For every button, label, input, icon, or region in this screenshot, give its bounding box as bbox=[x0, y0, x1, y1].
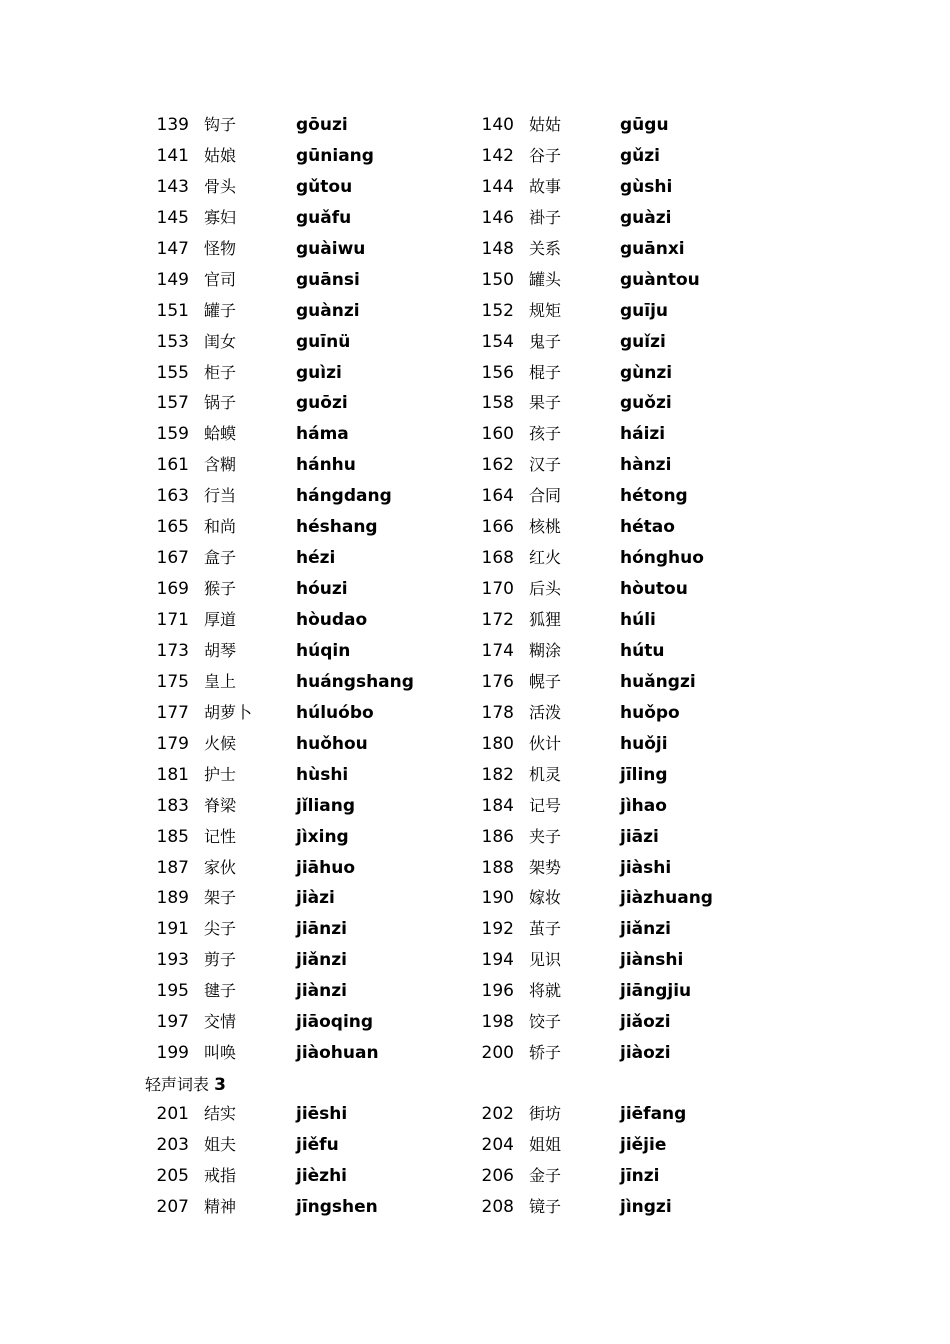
entry-number: 157 bbox=[156, 393, 189, 414]
entry-word: 交情 bbox=[204, 1012, 237, 1032]
entry-number: 201 bbox=[156, 1104, 189, 1124]
entry-number: 184 bbox=[481, 795, 514, 816]
entry-pinyin: jiàzi bbox=[296, 888, 335, 909]
table-row bbox=[0, 388, 950, 419]
entry-pinyin: huángshang bbox=[296, 671, 414, 692]
entry-word: 蛤蟆 bbox=[204, 424, 237, 444]
entry-number: 204 bbox=[481, 1134, 514, 1155]
entry-pinyin: guǒzi bbox=[620, 393, 672, 414]
entry-word: 行当 bbox=[204, 486, 237, 506]
entry-pinyin: jiēfang bbox=[620, 1104, 687, 1124]
entry-word: 轿子 bbox=[529, 1043, 562, 1063]
entry-pinyin: jiāoqing bbox=[296, 1012, 374, 1033]
entry-word: 孩子 bbox=[529, 424, 562, 444]
table-row bbox=[0, 883, 950, 914]
entry-number: 149 bbox=[156, 269, 189, 290]
entry-number: 145 bbox=[156, 207, 189, 228]
entry-pinyin: hóuzi bbox=[296, 579, 348, 600]
entry-word: 故事 bbox=[529, 176, 562, 196]
entry-number: 176 bbox=[481, 671, 514, 692]
entry-word: 寡妇 bbox=[204, 207, 237, 227]
entry-pinyin: huǒpo bbox=[620, 702, 680, 723]
entry-pinyin: húli bbox=[620, 610, 656, 630]
entry-word: 胡萝卜 bbox=[204, 702, 253, 722]
entry-word: 姑娘 bbox=[204, 145, 237, 165]
table-row bbox=[0, 822, 950, 853]
table-row bbox=[0, 760, 950, 791]
entry-pinyin: jiāngjiu bbox=[620, 981, 692, 1002]
entry-number: 195 bbox=[156, 981, 189, 1002]
entry-number: 191 bbox=[156, 919, 189, 940]
entry-number: 168 bbox=[481, 548, 514, 569]
section-heading-number: 3 bbox=[214, 1075, 226, 1095]
entry-word: 火候 bbox=[204, 733, 237, 753]
entry-word: 脊梁 bbox=[204, 795, 237, 815]
entry-number: 167 bbox=[156, 548, 189, 569]
entry-word: 叫唤 bbox=[204, 1043, 237, 1063]
entry-word: 核桃 bbox=[529, 517, 562, 537]
table-row bbox=[0, 110, 950, 141]
entry-pinyin: hànzi bbox=[620, 455, 672, 476]
entry-pinyin: guānxi bbox=[620, 238, 685, 259]
entry-word: 机灵 bbox=[529, 764, 562, 784]
section-heading bbox=[145, 1071, 226, 1099]
entry-number: 148 bbox=[481, 238, 514, 259]
entry-pinyin: háizi bbox=[620, 424, 666, 445]
entry-pinyin: héshang bbox=[296, 517, 378, 538]
entry-pinyin: jiānzi bbox=[296, 919, 347, 940]
entry-word: 盒子 bbox=[204, 548, 237, 568]
entry-number: 173 bbox=[156, 640, 189, 661]
entry-word: 规矩 bbox=[529, 300, 562, 320]
entry-pinyin: jiāzi bbox=[620, 826, 659, 847]
entry-pinyin: gūgu bbox=[620, 115, 669, 135]
entry-word: 锅子 bbox=[204, 393, 237, 413]
entry-pinyin: guàntou bbox=[620, 269, 700, 290]
table-row bbox=[0, 1007, 950, 1038]
entry-word: 关系 bbox=[529, 238, 562, 258]
table-row bbox=[0, 358, 950, 389]
entry-number: 166 bbox=[481, 517, 514, 538]
entry-word: 怪物 bbox=[204, 238, 237, 258]
entry-pinyin: jǐliang bbox=[296, 795, 356, 816]
table-row bbox=[0, 605, 950, 636]
entry-number: 169 bbox=[156, 579, 189, 600]
entry-pinyin: hónghuo bbox=[620, 548, 704, 569]
vocab-table-part-3 bbox=[0, 1099, 950, 1223]
entry-pinyin: jiēshi bbox=[296, 1104, 348, 1124]
entry-number: 181 bbox=[156, 764, 189, 785]
entry-word: 镜子 bbox=[529, 1196, 562, 1216]
entry-pinyin: jiàozi bbox=[620, 1043, 671, 1064]
table-row bbox=[0, 419, 950, 450]
table-row bbox=[0, 327, 950, 358]
entry-number: 165 bbox=[156, 517, 189, 538]
table-row bbox=[0, 512, 950, 543]
entry-pinyin: huǒji bbox=[620, 733, 668, 754]
entry-word: 记性 bbox=[204, 826, 237, 846]
entry-pinyin: jièzhi bbox=[296, 1165, 348, 1186]
entry-pinyin: jìhao bbox=[620, 795, 667, 816]
entry-pinyin: guǎfu bbox=[296, 207, 352, 228]
entry-word: 精神 bbox=[204, 1196, 237, 1216]
entry-pinyin: jiǎnzi bbox=[620, 919, 671, 940]
entry-pinyin: jiějie bbox=[620, 1134, 667, 1155]
entry-word: 谷子 bbox=[529, 145, 562, 165]
entry-number: 179 bbox=[156, 733, 189, 754]
entry-word: 街坊 bbox=[529, 1104, 562, 1123]
entry-number: 187 bbox=[156, 857, 189, 878]
entry-pinyin: guàiwu bbox=[296, 238, 366, 259]
entry-word: 将就 bbox=[529, 981, 562, 1001]
entry-number: 188 bbox=[481, 857, 514, 878]
entry-number: 203 bbox=[156, 1134, 189, 1155]
entry-pinyin: jiàzhuang bbox=[620, 888, 713, 909]
entry-number: 141 bbox=[156, 145, 189, 166]
entry-pinyin: guǐzi bbox=[620, 331, 666, 352]
entry-pinyin: gūniang bbox=[296, 145, 374, 166]
entry-pinyin: hòutou bbox=[620, 579, 688, 600]
entry-number: 155 bbox=[156, 362, 189, 383]
entry-number: 146 bbox=[481, 207, 514, 228]
entry-pinyin: háma bbox=[296, 424, 349, 445]
entry-pinyin: jìxing bbox=[296, 826, 349, 847]
table-row bbox=[0, 203, 950, 234]
entry-number: 139 bbox=[156, 115, 189, 135]
table-row bbox=[0, 574, 950, 605]
entry-pinyin: jiàshi bbox=[620, 857, 672, 878]
entry-word: 褂子 bbox=[529, 207, 562, 227]
entry-pinyin: gùnzi bbox=[620, 362, 673, 383]
entry-pinyin: hánhu bbox=[296, 455, 356, 476]
entry-word: 护士 bbox=[204, 764, 237, 784]
entry-word: 活泼 bbox=[529, 702, 562, 722]
entry-number: 183 bbox=[156, 795, 189, 816]
entry-word: 含糊 bbox=[204, 455, 237, 475]
table-row bbox=[0, 141, 950, 172]
entry-number: 206 bbox=[481, 1165, 514, 1186]
entry-word: 骨头 bbox=[204, 176, 237, 196]
entry-word: 嫁妆 bbox=[529, 888, 562, 908]
entry-number: 171 bbox=[156, 610, 189, 630]
entry-number: 182 bbox=[481, 764, 514, 785]
entry-pinyin: jiāhuo bbox=[296, 857, 356, 878]
entry-pinyin: guànzi bbox=[296, 300, 360, 321]
table-row bbox=[0, 1192, 950, 1223]
table-row bbox=[0, 914, 950, 945]
entry-word: 姐夫 bbox=[204, 1134, 237, 1154]
entry-pinyin: gùshi bbox=[620, 176, 673, 197]
entry-number: 202 bbox=[481, 1104, 514, 1124]
entry-word: 架子 bbox=[204, 888, 237, 908]
entry-number: 180 bbox=[481, 733, 514, 754]
entry-pinyin: jīngshen bbox=[296, 1196, 378, 1217]
entry-number: 158 bbox=[481, 393, 514, 414]
entry-number: 152 bbox=[481, 300, 514, 321]
entry-number: 196 bbox=[481, 981, 514, 1002]
table-row bbox=[0, 172, 950, 203]
table-row bbox=[0, 667, 950, 698]
table-row bbox=[0, 481, 950, 512]
entry-number: 156 bbox=[481, 362, 514, 383]
entry-number: 161 bbox=[156, 455, 189, 476]
entry-word: 猴子 bbox=[204, 579, 237, 599]
entry-number: 172 bbox=[481, 610, 514, 630]
entry-pinyin: guōzi bbox=[296, 393, 348, 414]
entry-pinyin: jīnzi bbox=[620, 1165, 660, 1186]
entry-word: 架势 bbox=[529, 857, 562, 877]
entry-pinyin: gōuzi bbox=[296, 115, 348, 135]
entry-word: 见识 bbox=[529, 950, 562, 970]
entry-pinyin: huǎngzi bbox=[620, 671, 696, 692]
entry-number: 193 bbox=[156, 950, 189, 971]
entry-number: 197 bbox=[156, 1012, 189, 1033]
table-row bbox=[0, 853, 950, 884]
entry-word: 棍子 bbox=[529, 362, 562, 382]
entry-number: 160 bbox=[481, 424, 514, 445]
table-row bbox=[0, 698, 950, 729]
table-row bbox=[0, 791, 950, 822]
entry-number: 142 bbox=[481, 145, 514, 166]
entry-word: 红火 bbox=[529, 548, 562, 568]
entry-number: 175 bbox=[156, 671, 189, 692]
table-row bbox=[0, 636, 950, 667]
entry-word: 皇上 bbox=[204, 671, 237, 691]
entry-number: 164 bbox=[481, 486, 514, 507]
entry-pinyin: hùshi bbox=[296, 764, 349, 785]
entry-word: 夹子 bbox=[529, 826, 562, 846]
entry-word: 钩子 bbox=[204, 115, 237, 134]
entry-word: 毽子 bbox=[204, 981, 237, 1001]
table-row bbox=[0, 265, 950, 296]
entry-number: 174 bbox=[481, 640, 514, 661]
entry-pinyin: guānsi bbox=[296, 269, 360, 290]
entry-word: 合同 bbox=[529, 486, 562, 506]
table-row bbox=[0, 234, 950, 265]
vocab-table-part-2 bbox=[0, 110, 950, 1069]
entry-pinyin: guīju bbox=[620, 300, 669, 321]
entry-number: 159 bbox=[156, 424, 189, 445]
entry-number: 162 bbox=[481, 455, 514, 476]
entry-number: 207 bbox=[156, 1196, 189, 1217]
entry-number: 200 bbox=[481, 1043, 514, 1064]
entry-number: 147 bbox=[156, 238, 189, 259]
entry-word: 汉子 bbox=[529, 455, 562, 475]
entry-number: 194 bbox=[481, 950, 514, 971]
entry-word: 饺子 bbox=[529, 1012, 562, 1032]
entry-word: 记号 bbox=[529, 795, 562, 815]
entry-pinyin: húluóbo bbox=[296, 702, 374, 723]
entry-number: 170 bbox=[481, 579, 514, 600]
entry-pinyin: jìngzi bbox=[620, 1196, 672, 1217]
entry-number: 198 bbox=[481, 1012, 514, 1033]
entry-word: 闺女 bbox=[204, 331, 237, 351]
entry-number: 185 bbox=[156, 826, 189, 847]
entry-word: 姑姑 bbox=[529, 115, 562, 134]
entry-number: 150 bbox=[481, 269, 514, 290]
entry-pinyin: guàzi bbox=[620, 207, 672, 228]
entry-number: 192 bbox=[481, 919, 514, 940]
entry-pinyin: guīnü bbox=[296, 331, 351, 352]
entry-number: 151 bbox=[156, 300, 189, 321]
entry-word: 姐姐 bbox=[529, 1134, 562, 1154]
entry-number: 163 bbox=[156, 486, 189, 507]
entry-number: 189 bbox=[156, 888, 189, 909]
entry-number: 178 bbox=[481, 702, 514, 723]
entry-number: 199 bbox=[156, 1043, 189, 1064]
entry-number: 208 bbox=[481, 1196, 514, 1217]
entry-word: 金子 bbox=[529, 1165, 562, 1185]
table-row bbox=[0, 1130, 950, 1161]
entry-word: 家伙 bbox=[204, 857, 237, 877]
table-row bbox=[0, 729, 950, 760]
entry-word: 官司 bbox=[204, 269, 237, 289]
entry-number: 153 bbox=[156, 331, 189, 352]
entry-number: 143 bbox=[156, 176, 189, 197]
table-row bbox=[0, 296, 950, 327]
table-row bbox=[0, 1161, 950, 1192]
entry-pinyin: jiěfu bbox=[296, 1134, 339, 1155]
entry-word: 后头 bbox=[529, 579, 562, 599]
entry-pinyin: gǔzi bbox=[620, 145, 660, 166]
entry-pinyin: hángdang bbox=[296, 486, 392, 507]
entry-word: 狐狸 bbox=[529, 610, 562, 629]
entry-number: 140 bbox=[481, 115, 514, 135]
entry-word: 糊涂 bbox=[529, 640, 562, 660]
entry-pinyin: hézi bbox=[296, 548, 336, 569]
entry-pinyin: jiànshi bbox=[620, 950, 684, 971]
entry-word: 剪子 bbox=[204, 950, 237, 970]
entry-word: 胡琴 bbox=[204, 640, 237, 660]
entry-word: 罐头 bbox=[529, 269, 562, 289]
entry-word: 柜子 bbox=[204, 362, 237, 382]
entry-word: 鬼子 bbox=[529, 331, 562, 351]
entry-pinyin: jiǎnzi bbox=[296, 950, 347, 971]
entry-word: 和尚 bbox=[204, 517, 237, 537]
entry-word: 茧子 bbox=[529, 919, 562, 939]
table-row bbox=[0, 945, 950, 976]
entry-pinyin: húqin bbox=[296, 640, 351, 661]
entry-pinyin: hútu bbox=[620, 640, 665, 661]
entry-word: 结实 bbox=[204, 1104, 237, 1123]
entry-word: 尖子 bbox=[204, 919, 237, 939]
table-row bbox=[0, 543, 950, 574]
entry-pinyin: gǔtou bbox=[296, 176, 353, 197]
entry-pinyin: jīling bbox=[620, 764, 668, 785]
entry-number: 154 bbox=[481, 331, 514, 352]
entry-pinyin: jiàohuan bbox=[296, 1043, 379, 1064]
entry-number: 190 bbox=[481, 888, 514, 909]
entry-pinyin: hétong bbox=[620, 486, 688, 507]
entry-pinyin: jiànzi bbox=[296, 981, 347, 1002]
entry-word: 戒指 bbox=[204, 1165, 237, 1185]
entry-number: 177 bbox=[156, 702, 189, 723]
section-heading-text: 轻声词表 bbox=[145, 1075, 210, 1094]
entry-number: 205 bbox=[156, 1165, 189, 1186]
entry-pinyin: hétao bbox=[620, 517, 675, 538]
entry-word: 罐子 bbox=[204, 300, 237, 320]
entry-word: 果子 bbox=[529, 393, 562, 413]
entry-pinyin: huǒhou bbox=[296, 733, 368, 754]
table-row bbox=[0, 976, 950, 1007]
entry-pinyin: hòudao bbox=[296, 610, 368, 630]
entry-pinyin: jiǎozi bbox=[620, 1012, 671, 1033]
entry-number: 186 bbox=[481, 826, 514, 847]
entry-word: 伙计 bbox=[529, 733, 562, 753]
table-row bbox=[0, 450, 950, 481]
entry-number: 144 bbox=[481, 176, 514, 197]
table-row bbox=[0, 1038, 950, 1069]
entry-word: 厚道 bbox=[204, 610, 237, 629]
entry-word: 幌子 bbox=[529, 671, 562, 691]
entry-pinyin: guìzi bbox=[296, 362, 342, 383]
table-row bbox=[0, 1099, 950, 1130]
